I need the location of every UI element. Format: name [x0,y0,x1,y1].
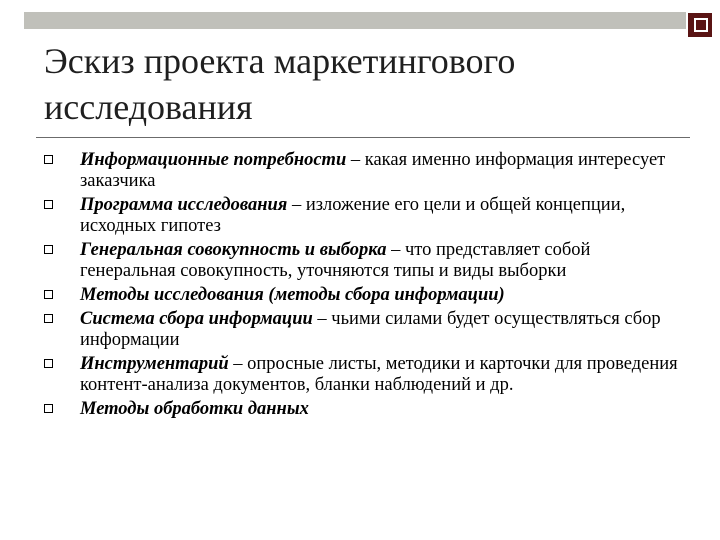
hollow-square-bullet-icon [44,200,53,209]
item-text: – чьими силами будет осуществляться сбор информации [80,309,661,350]
item-term: Методы исследования (методы сбора информации) [80,285,505,305]
item-term: Инструментарий [80,354,229,374]
item-text: – какая именно информация интересует заказчика [80,150,666,191]
title-divider [36,137,690,138]
list-item [44,399,684,420]
item-term: Информационные потребности [80,150,347,170]
hollow-square-bullet-icon [44,245,53,254]
item-text: – изложение его цели и общей концепции, исходных гипотез [80,195,626,236]
hollow-square-bullet-icon [44,290,53,299]
item-term: Программа исследования [80,195,288,215]
list-item [44,309,684,351]
corner-square-icon [688,13,712,37]
bullet-list [44,150,684,423]
item-term: Генеральная совокупность и выборка [80,240,387,260]
list-item [44,285,684,306]
slide-title: Эскиз проекта маркетингового исследования [44,41,516,127]
list-item [44,354,684,396]
list-item [44,195,684,237]
hollow-square-bullet-icon [44,359,53,368]
hollow-square-bullet-icon [44,155,53,164]
hollow-square-bullet-icon [44,404,53,413]
list-item [44,240,684,282]
item-term: Методы обработки данных [80,399,309,419]
list-item [44,150,684,192]
header-bar [24,12,686,29]
item-text: – опросные листы, методики и карточки для проведения контент-анализа документов, бланки наблюдений и др. [80,354,678,395]
hollow-square-bullet-icon [44,314,53,323]
item-term: Система сбора информации [80,309,313,329]
item-text: – что представляет собой генеральная совокупность, уточняются типы и виды выборки [80,240,591,281]
